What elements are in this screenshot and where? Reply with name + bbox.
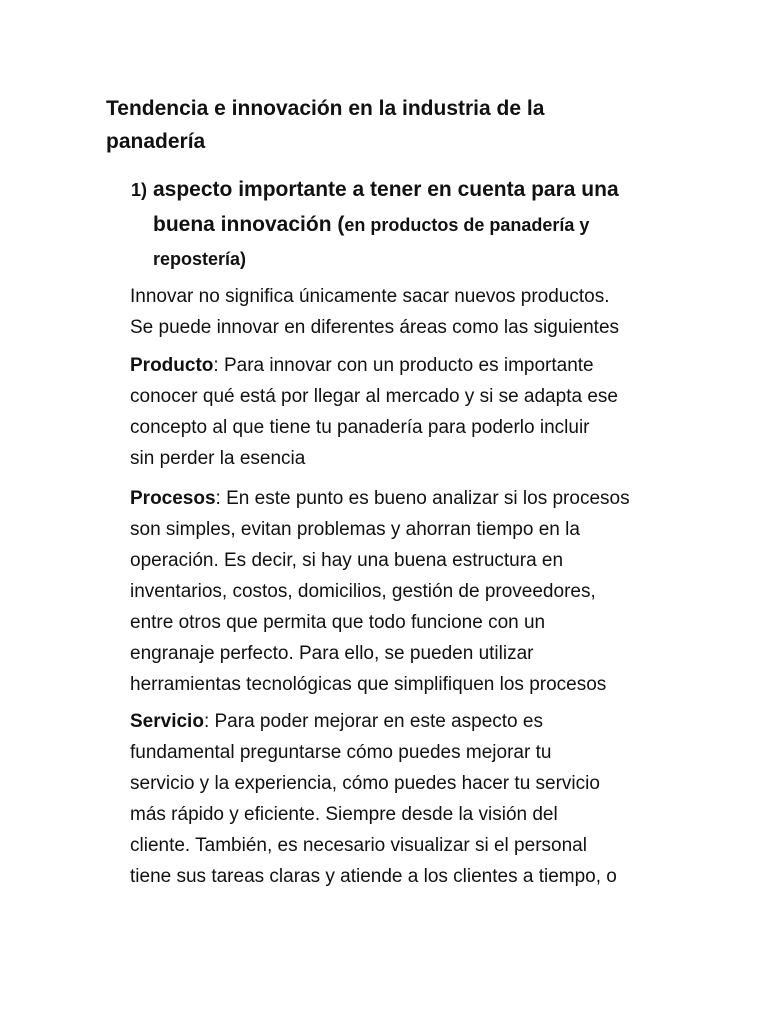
document-title: [106, 92, 626, 158]
heading-line-2-sub: en productos de panadería y: [344, 215, 590, 235]
intro-paragraph: [130, 281, 660, 343]
servicio-line-5: cliente. También, es necesario visualizar si el personal: [130, 835, 587, 856]
producto-line-2: conocer qué está por llegar al mercado y si se adapta ese: [130, 386, 618, 407]
heading-line-3: repostería): [153, 249, 247, 269]
producto-line-3: concepto al que tiene tu panadería para poderlo incluir: [130, 417, 590, 438]
heading-line-2-wrap: [131, 207, 651, 242]
procesos-line-2: son simples, evitan problemas y ahorran tiempo en la: [130, 519, 580, 540]
heading-line-2-main: buena innovación (: [153, 213, 345, 236]
procesos-line-1: En este punto es bueno analizar si los procesos: [226, 488, 630, 509]
procesos-line-5: entre otros que permita que todo funcione con un: [130, 612, 546, 633]
procesos-sep: :: [215, 488, 227, 509]
procesos-line-7: herramientas tecnológicas que simplifiquen los procesos: [130, 674, 607, 695]
producto-line-1: Para innovar con un producto es importante: [223, 355, 594, 376]
title-line-1: Tendencia e innovación en la industria de la: [106, 97, 545, 120]
servicio-paragraph: [130, 706, 660, 892]
procesos-label: Procesos: [130, 488, 216, 509]
servicio-sep: :: [203, 711, 215, 732]
title-line-2: panadería: [106, 130, 206, 153]
producto-label: Producto: [130, 355, 214, 376]
section-number: 1): [131, 180, 148, 200]
producto-line-4: sin perder la esencia: [130, 448, 306, 469]
procesos-line-3: operación. Es decir, si hay una buena estructura en: [130, 550, 564, 571]
servicio-line-1: Para poder mejorar en este aspecto es: [214, 711, 543, 732]
procesos-paragraph: [130, 483, 660, 700]
producto-paragraph: [130, 350, 660, 474]
servicio-line-2: fundamental preguntarse cómo puedes mejorar tu: [130, 742, 552, 763]
producto-sep: :: [213, 355, 224, 376]
servicio-line-3: servicio y la experiencia, cómo puedes hacer tu servicio: [130, 773, 600, 794]
intro-line-1: Innovar no significa únicamente sacar nuevos productos.: [130, 286, 610, 307]
servicio-label: Servicio: [130, 711, 204, 732]
heading-line-1: aspecto importante a tener en cuenta para una: [153, 178, 619, 201]
procesos-line-4: inventarios, costos, domicilios, gestión de proveedores,: [130, 581, 596, 602]
servicio-line-4: más rápido y eficiente. Siempre desde la visión del: [130, 804, 558, 825]
procesos-line-6: engranaje perfecto. Para ello, se pueden utilizar: [130, 643, 534, 664]
servicio-line-6: tiene sus tareas claras y atiende a los clientes a tiempo, o: [130, 866, 617, 887]
section-heading: [131, 172, 651, 276]
intro-line-2: Se puede innovar en diferentes áreas como las siguientes: [130, 317, 620, 338]
